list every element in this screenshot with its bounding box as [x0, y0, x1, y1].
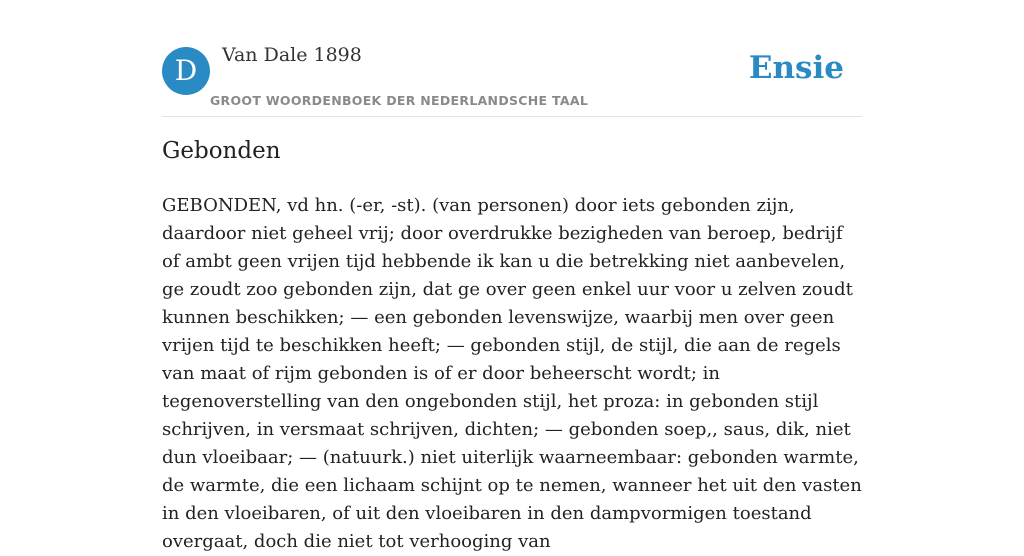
definition-text: GEBONDEN, vd hn. (-er, -st). (van personen) door iets gebonden zijn, daardoor niet geheel vrij; door overdrukke bezigheden van beroep, bedrijf of ambt geen vrijen tijd hebbende ik kan u die betrekking niet aanbevelen, ge zoudt zoo gebonden zijn, dat ge over geen enkel uur voor u zelven zoudt kunnen beschikken; — een gebonden levenswijze, waarbij men over geen vrijen tijd te beschikken heeft; — gebonden stijl, de stijl, die aan de regels van maat of rijm gebonden is of er door beheerscht wordt; in tegenoverstelling van den ongebonden stijl, het proza: in gebonden stijl schrijven, in versmaat schrijven, dichten; — gebonden soep,, saus, dik, niet dun vloeibaar; — (natuurk.) niet uiterlijk waarneembaar: gebonden warmte, de warmte, die een lichaam schijnt op te nemen, wanneer het uit den vasten in den vloeibaren, of uit den vloeibaren in den dampvormigen toestand overgaat, doch die niet tot verhooging van	[162, 195, 862, 552]
dictionary-title[interactable]: Van Dale 1898	[222, 44, 362, 66]
page-title: Gebonden	[162, 138, 281, 164]
dictionary-subtitle: GROOT WOORDENBOEK DER NEDERLANDSCHE TAAL	[210, 93, 589, 108]
header	[162, 0, 862, 117]
dictionary-badge-icon[interactable]: D	[162, 47, 210, 95]
ensie-logo[interactable]: Ensie	[748, 50, 844, 86]
